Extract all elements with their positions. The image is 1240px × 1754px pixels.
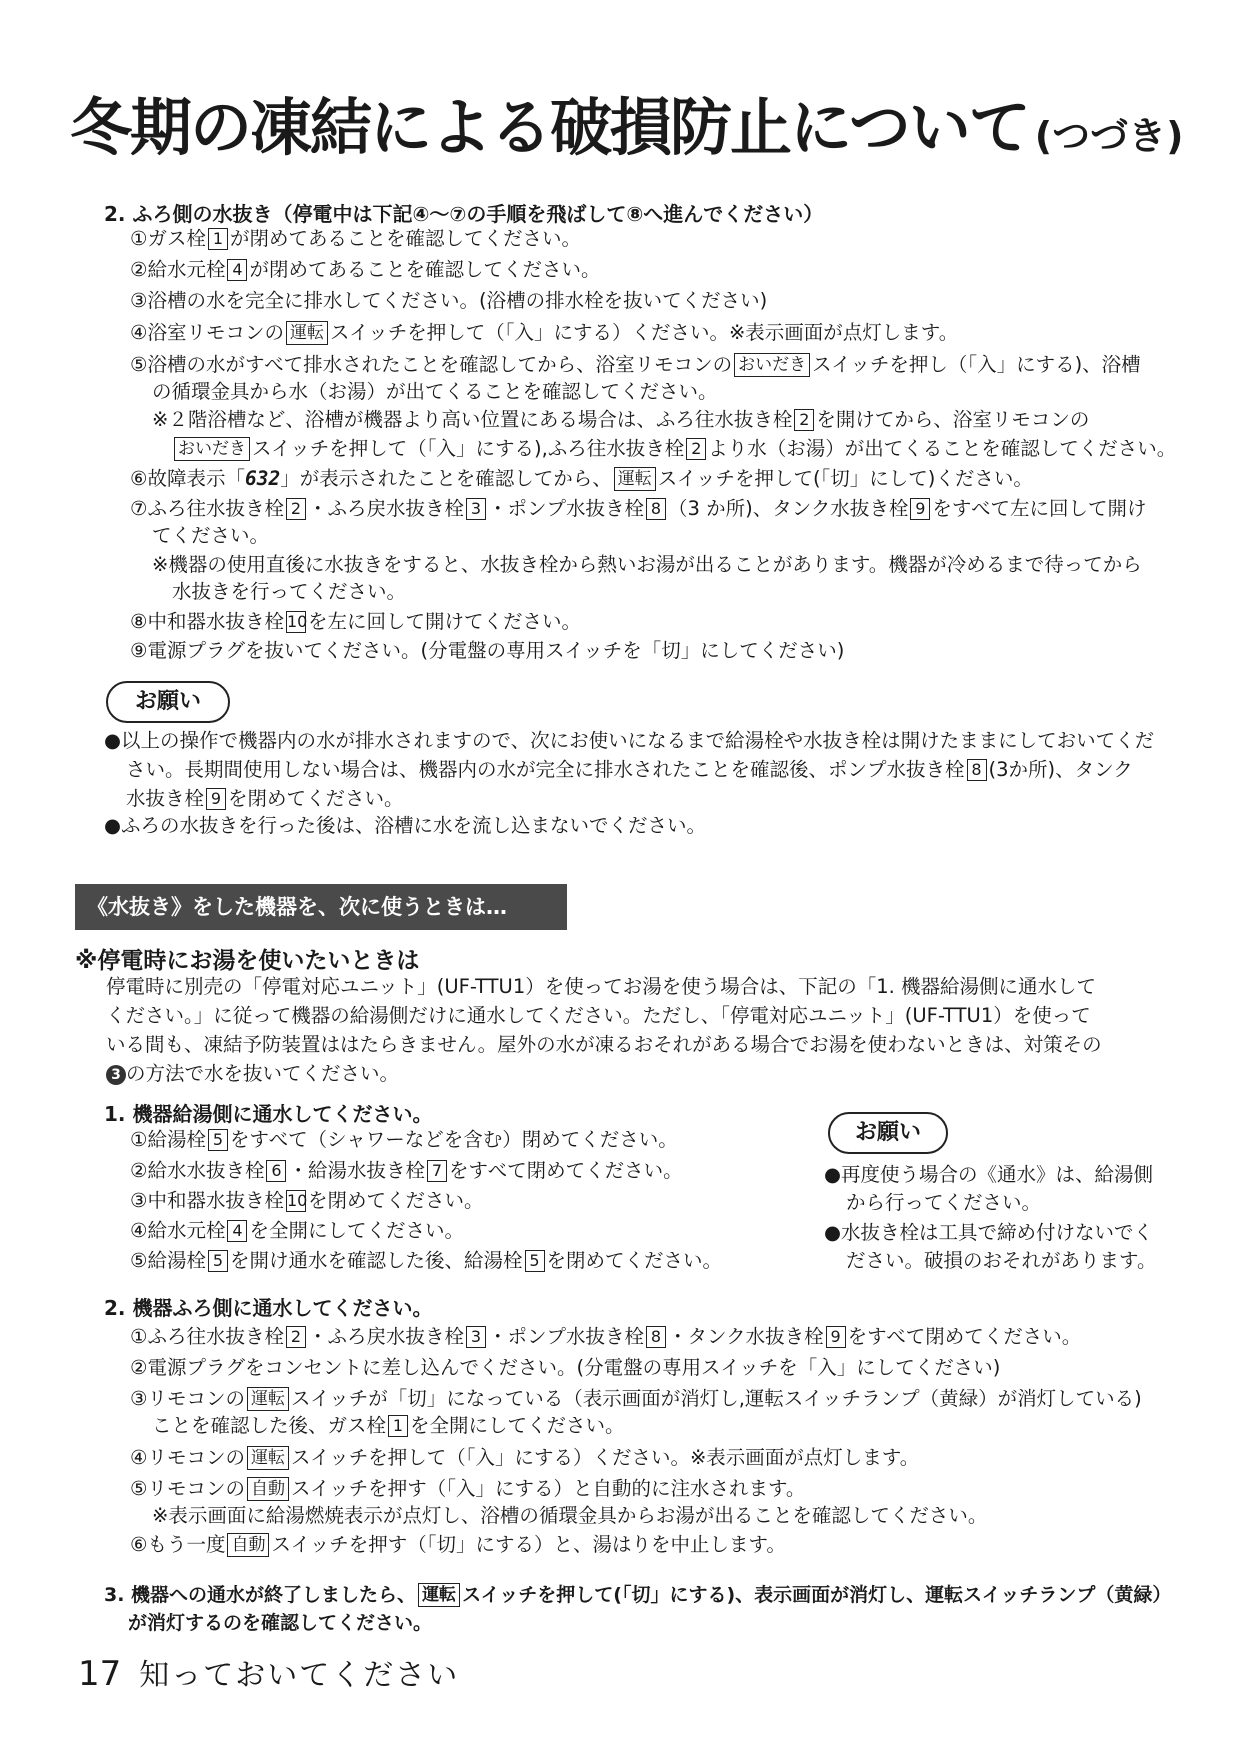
final-step-cont: が消灯するのを確認してください。 xyxy=(128,1612,433,1634)
notice-bullet-1: ●以上の操作で機器内の水が排水されますので、次にお使いになるまで給湯栓や水抜き栓は開けたままにしておいてくだ xyxy=(104,729,1155,752)
bath-step-1: ①ふろ往水抜き栓 2 ・ふろ戻水抜き栓 3 ・ポンプ水抜き栓 8 ・タンク水抜き栓 9 をすべて閉めてください。 xyxy=(130,1325,1082,1348)
step-5-note: ※２階浴槽など、浴槽が機器より高い位置にある場合は、ふろ往水抜き栓 2 を開けてから、浴室リモコンの xyxy=(152,408,1090,431)
supply-step-1: ①給湯栓 5 をすべて（シャワーなどを含む）閉めてください。 xyxy=(130,1128,678,1151)
bath-step-5: ⑤リモコンの 自動 スイッチを押す（「入」にする）と自動的に注水されます。 xyxy=(130,1477,806,1500)
switch-label: 自動 xyxy=(247,1477,289,1501)
section-banner: 《水抜き》をした機器を、次に使うときは… xyxy=(75,884,567,930)
step-6: ⑥故障表示「632」が表示されたことを確認してから、 運転 スイッチを押して(「切」にして)ください。 xyxy=(130,467,1033,490)
bath-step-6: ⑥もう一度 自動 スイッチを押す（「切」にする）と、湯はりを中止します。 xyxy=(130,1533,786,1556)
switch-label: 運転 xyxy=(614,467,656,491)
outage-heading: ※停電時にお湯を使いたいときは xyxy=(75,948,420,974)
bath-heading: 2. 機器ふろ側に通水してください。 xyxy=(104,1296,433,1320)
step-7: ⑦ふろ往水抜き栓 2 ・ふろ戻水抜き栓 3 ・ポンプ水抜き栓 8 （3 か所)、タンク水抜き栓 9 をすべて左に回して開け xyxy=(130,497,1147,520)
page-title: 冬期の凍結による破損防止について (つづき) xyxy=(70,91,1184,164)
final-step: 3. 機器への通水が終了しましたら、 運転 スイッチを押して(「切」にする)、表示画面が消灯し、運転スイッチランプ（黄緑） xyxy=(104,1584,1172,1606)
switch-label: 自動 xyxy=(227,1533,269,1557)
switch-label: 運転 xyxy=(418,1583,460,1607)
notice-badge: お願い xyxy=(106,681,230,723)
notice-bullet-1-cont: さい。長期間使用しない場合は、機器内の水が完全に排水されたことを確認後、ポンプ水抜き栓 8 (3か所)、タンク xyxy=(126,758,1133,781)
section-heading: 2. ふろ側の水抜き（停電中は下記④～⑦の手順を飛ばして⑧へ進んでください） xyxy=(104,202,824,226)
step-3: ③浴槽の水を完全に排水してください。(浴槽の排水栓を抜いてください) xyxy=(130,289,768,312)
section-name: 知っておいてください xyxy=(139,1658,460,1693)
step-7-cont: てください。 xyxy=(152,524,270,547)
step-2: ②給水元栓 4 が閉めてあることを確認してください。 xyxy=(130,258,601,281)
bath-step-3-cont: ことを確認した後、ガス栓 1 を全開にしてください。 xyxy=(152,1414,625,1437)
supply-step-5: ⑤給湯栓 5 を開け通水を確認した後、給湯栓 5 を閉めてください。 xyxy=(130,1249,723,1272)
step-9: ⑨電源プラグを抜いてください。(分電盤の専用スイッチを「切」にしてください) xyxy=(130,639,845,662)
bath-step-3: ③リモコンの 運転 スイッチが「切」になっている（表示画面が消灯し,運転スイッチランプ（黄緑）が消灯している) xyxy=(130,1387,1142,1410)
step-7-note-cont: 水抜きを行ってください。 xyxy=(172,580,407,603)
switch-label: 運転 xyxy=(286,321,328,345)
switch-label: おいだき xyxy=(734,353,810,377)
bath-step-5-note: ※表示画面に給湯燃焼表示が点灯し、浴槽の循環金具からお湯が出ることを確認してください。 xyxy=(152,1504,988,1527)
notice-badge: お願い xyxy=(828,1112,948,1154)
supply-heading: 1. 機器給湯側に通水してください。 xyxy=(104,1102,433,1126)
step-1: ①ガス栓 1 が閉めてあることを確認してください。 xyxy=(130,227,581,250)
switch-label: 運転 xyxy=(247,1446,289,1470)
switch-label: おいだき xyxy=(174,437,250,461)
step-5-cont: の循環金具から水（お湯）が出てくることを確認してください。 xyxy=(152,380,718,403)
supply-step-3: ③中和器水抜き栓 10を閉めてください。 xyxy=(130,1189,484,1212)
page-footer xyxy=(78,1650,459,1694)
notice2-bullet-2: ●水抜き栓は工具で締め付けないでく xyxy=(824,1221,1154,1244)
notice-bullet-2: ●ふろの水抜きを行った後は、浴槽に水を流し込まないでください。 xyxy=(104,814,707,837)
step-5-note-cont: おいだき スイッチを押して（「入」にする),ふろ往水抜き栓 2 より水（お湯）が出てくることを確認してください。 xyxy=(172,434,1176,464)
outage-text-4: 3 の方法で水を抜いてください。 xyxy=(106,1059,399,1089)
supply-step-4: ④給水元栓 4 を全開にしてください。 xyxy=(130,1219,464,1242)
notice2-bullet-1: ●再度使う場合の《通水》は、給湯側 xyxy=(824,1163,1154,1186)
supply-step-2: ②給水水抜き栓 6 ・給湯水抜き栓 7 をすべて閉めてください。 xyxy=(130,1159,683,1182)
bath-step-4: ④リモコンの 運転 スイッチを押して（「入」にする）ください。※表示画面が点灯します。 xyxy=(130,1446,920,1469)
outage-text-1: 停電時に別売の「停電対応ユニット」(UF-TTU1）を使ってお湯を使う場合は、下記の「1. 機器給湯側に通水して xyxy=(106,975,1097,998)
step-8: ⑧中和器水抜き栓 10を左に回して開けてください。 xyxy=(130,610,581,633)
step-7-note: ※機器の使用直後に水抜きをすると、水抜き栓から熱いお湯が出ることがあります。機器が冷めるまで待ってから xyxy=(152,553,1142,576)
notice2-bullet-2-cont: ださい。破損のおそれがあります。 xyxy=(846,1249,1157,1272)
step-4: ④浴室リモコンの 運転 スイッチを押して（「入」にする）ください。※表示画面が点灯します。 xyxy=(130,321,959,344)
page-title-sub: (つづき) xyxy=(1034,114,1184,158)
page-number: 17 xyxy=(78,1654,122,1694)
step-number-icon: 3 xyxy=(106,1065,126,1085)
step-5: ⑤浴槽の水がすべて排水されたことを確認してから、浴室リモコンの おいだき スイッチを押し（「入」にする)、浴槽 xyxy=(130,353,1141,376)
notice2-bullet-1-cont: から行ってください。 xyxy=(846,1191,1042,1214)
switch-label: 運転 xyxy=(247,1387,289,1411)
notice-bullet-1-cont2: 水抜き栓 9 を閉めてください。 xyxy=(126,787,404,810)
outage-text-3: いる間も、凍結予防装置ははたらきません。屋外の水が凍るおそれがある場合でお湯を使わないときは、対策その xyxy=(106,1033,1102,1056)
bath-step-2: ②電源プラグをコンセントに差し込んでください。(分電盤の専用スイッチを「入」にしてください) xyxy=(130,1356,1001,1379)
error-code: 632 xyxy=(244,467,281,490)
outage-text-2: ください。」に従って機器の給湯側だけに通水してください。ただし、「停電対応ユニット」(UF-TTU1）を使って xyxy=(106,1004,1091,1027)
